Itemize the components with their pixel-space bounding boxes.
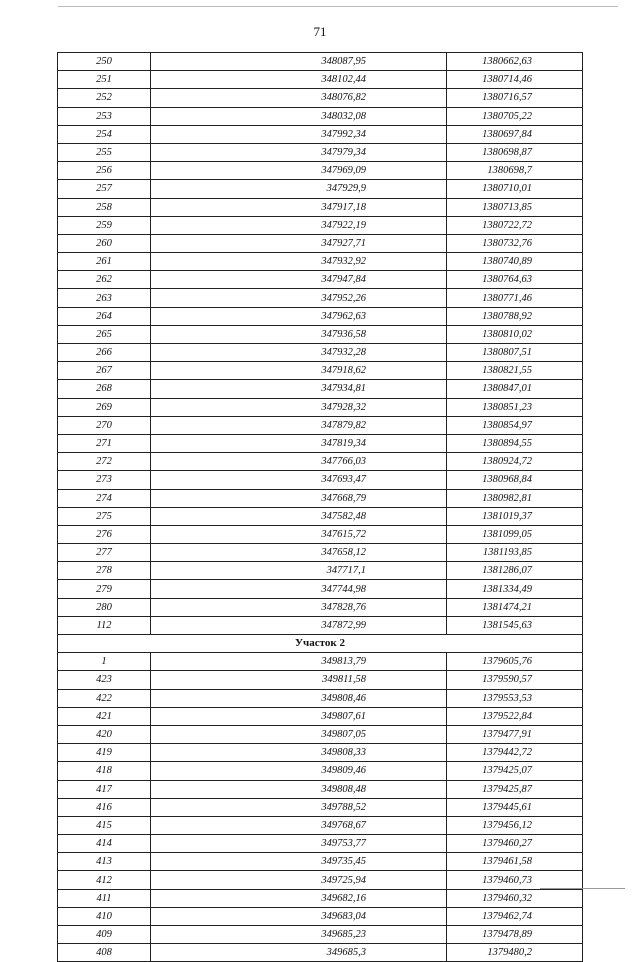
y-coordinate-cell: 1379442,72	[447, 744, 583, 762]
x-coordinate-cell: 347952,26	[151, 289, 447, 307]
x-coordinate-cell: 347929,9	[151, 180, 447, 198]
point-number-cell: 411	[58, 889, 151, 907]
x-coordinate-cell: 349808,33	[151, 744, 447, 762]
point-number-cell: 280	[58, 598, 151, 616]
y-coordinate-cell: 1380982,81	[447, 489, 583, 507]
y-coordinate-cell: 1379461,58	[447, 853, 583, 871]
table-row	[58, 653, 583, 671]
table-row	[58, 816, 583, 834]
point-number-cell: 412	[58, 871, 151, 889]
y-coordinate-cell: 1380924,72	[447, 453, 583, 471]
table-row	[58, 453, 583, 471]
point-number-cell: 263	[58, 289, 151, 307]
x-coordinate-cell: 348032,08	[151, 107, 447, 125]
x-coordinate-cell: 347693,47	[151, 471, 447, 489]
y-coordinate-cell: 1380716,57	[447, 89, 583, 107]
x-coordinate-cell: 348102,44	[151, 71, 447, 89]
point-number-cell: 260	[58, 234, 151, 252]
point-number-cell: 266	[58, 344, 151, 362]
table-row	[58, 562, 583, 580]
table-row	[58, 798, 583, 816]
x-coordinate-cell: 349811,58	[151, 671, 447, 689]
y-coordinate-cell: 1379590,57	[447, 671, 583, 689]
y-coordinate-cell: 1380705,22	[447, 107, 583, 125]
table-row	[58, 125, 583, 143]
y-coordinate-cell: 1381334,49	[447, 580, 583, 598]
x-coordinate-cell: 348076,82	[151, 89, 447, 107]
point-number-cell: 255	[58, 143, 151, 161]
table-body-after	[58, 653, 583, 962]
x-coordinate-cell: 349808,48	[151, 780, 447, 798]
x-coordinate-cell: 349808,46	[151, 689, 447, 707]
table-row	[58, 853, 583, 871]
y-coordinate-cell: 1380698,7	[447, 162, 583, 180]
x-coordinate-cell: 347932,92	[151, 253, 447, 271]
point-number-cell: 270	[58, 416, 151, 434]
x-coordinate-cell: 348087,95	[151, 53, 447, 71]
table-row	[58, 344, 583, 362]
x-coordinate-cell: 347922,19	[151, 216, 447, 234]
y-coordinate-cell: 1379462,74	[447, 907, 583, 925]
table-row	[58, 762, 583, 780]
point-number-cell: 276	[58, 525, 151, 543]
point-number-cell: 413	[58, 853, 151, 871]
point-number-cell: 250	[58, 53, 151, 71]
y-coordinate-cell: 1379553,53	[447, 689, 583, 707]
y-coordinate-cell: 1380713,85	[447, 198, 583, 216]
x-coordinate-cell: 347658,12	[151, 544, 447, 562]
x-coordinate-cell: 349788,52	[151, 798, 447, 816]
point-number-cell: 417	[58, 780, 151, 798]
y-coordinate-cell: 1380732,76	[447, 234, 583, 252]
x-coordinate-cell: 347717,1	[151, 562, 447, 580]
table-row	[58, 835, 583, 853]
table-row	[58, 489, 583, 507]
table-row	[58, 307, 583, 325]
table-row	[58, 89, 583, 107]
y-coordinate-cell: 1379460,27	[447, 835, 583, 853]
x-coordinate-cell: 349813,79	[151, 653, 447, 671]
x-coordinate-cell: 349685,23	[151, 926, 447, 944]
y-coordinate-cell: 1380821,55	[447, 362, 583, 380]
point-number-cell: 253	[58, 107, 151, 125]
y-coordinate-cell: 1380698,87	[447, 143, 583, 161]
x-coordinate-cell: 349735,45	[151, 853, 447, 871]
point-number-cell: 423	[58, 671, 151, 689]
x-coordinate-cell: 347872,99	[151, 616, 447, 634]
table-row	[58, 380, 583, 398]
y-coordinate-cell: 1380710,01	[447, 180, 583, 198]
point-number-cell: 408	[58, 944, 151, 962]
point-number-cell: 261	[58, 253, 151, 271]
y-coordinate-cell: 1381286,07	[447, 562, 583, 580]
x-coordinate-cell: 347932,28	[151, 344, 447, 362]
x-coordinate-cell: 347819,34	[151, 434, 447, 452]
y-coordinate-cell: 1380764,63	[447, 271, 583, 289]
table-row	[58, 707, 583, 725]
y-coordinate-cell: 1379460,32	[447, 889, 583, 907]
point-number-cell: 420	[58, 725, 151, 743]
table-row	[58, 71, 583, 89]
table-row	[58, 234, 583, 252]
point-number-cell: 416	[58, 798, 151, 816]
y-coordinate-cell: 1380854,97	[447, 416, 583, 434]
point-number-cell: 252	[58, 89, 151, 107]
point-number-cell: 414	[58, 835, 151, 853]
x-coordinate-cell: 347969,09	[151, 162, 447, 180]
table-section	[58, 635, 583, 653]
y-coordinate-cell: 1380697,84	[447, 125, 583, 143]
table-row	[58, 907, 583, 925]
x-coordinate-cell: 347879,82	[151, 416, 447, 434]
table-row	[58, 180, 583, 198]
table-row	[58, 598, 583, 616]
table-row	[58, 434, 583, 452]
y-coordinate-cell: 1381099,05	[447, 525, 583, 543]
y-coordinate-cell: 1381193,85	[447, 544, 583, 562]
point-number-cell: 262	[58, 271, 151, 289]
y-coordinate-cell: 1380740,89	[447, 253, 583, 271]
coordinates-table	[57, 52, 583, 962]
y-coordinate-cell: 1381019,37	[447, 507, 583, 525]
x-coordinate-cell: 349682,16	[151, 889, 447, 907]
y-coordinate-cell: 1379425,07	[447, 762, 583, 780]
x-coordinate-cell: 349685,3	[151, 944, 447, 962]
table-row	[58, 744, 583, 762]
table-row	[58, 544, 583, 562]
y-coordinate-cell: 1380810,02	[447, 325, 583, 343]
x-coordinate-cell: 347668,79	[151, 489, 447, 507]
x-coordinate-cell: 349807,61	[151, 707, 447, 725]
table-row	[58, 525, 583, 543]
table-row	[58, 580, 583, 598]
table-row	[58, 216, 583, 234]
point-number-cell: 271	[58, 434, 151, 452]
table-row	[58, 289, 583, 307]
y-coordinate-cell: 1380847,01	[447, 380, 583, 398]
point-number-cell: 277	[58, 544, 151, 562]
x-coordinate-cell: 347947,84	[151, 271, 447, 289]
table-row	[58, 53, 583, 71]
y-coordinate-cell: 1379425,87	[447, 780, 583, 798]
table-row	[58, 198, 583, 216]
table-row	[58, 944, 583, 962]
point-number-cell: 251	[58, 71, 151, 89]
table-row	[58, 926, 583, 944]
table-row	[58, 398, 583, 416]
table-row	[58, 325, 583, 343]
x-coordinate-cell: 349809,46	[151, 762, 447, 780]
x-coordinate-cell: 349753,77	[151, 835, 447, 853]
x-coordinate-cell: 349807,05	[151, 725, 447, 743]
y-coordinate-cell: 1380714,46	[447, 71, 583, 89]
y-coordinate-cell: 1380894,55	[447, 434, 583, 452]
x-coordinate-cell: 347934,81	[151, 380, 447, 398]
x-coordinate-cell: 347917,18	[151, 198, 447, 216]
point-number-cell: 268	[58, 380, 151, 398]
x-coordinate-cell: 347927,71	[151, 234, 447, 252]
table-row	[58, 671, 583, 689]
point-number-cell: 410	[58, 907, 151, 925]
x-coordinate-cell: 349725,94	[151, 871, 447, 889]
x-coordinate-cell: 347828,76	[151, 598, 447, 616]
x-coordinate-cell: 347582,48	[151, 507, 447, 525]
y-coordinate-cell: 1380662,63	[447, 53, 583, 71]
point-number-cell: 422	[58, 689, 151, 707]
table-row	[58, 253, 583, 271]
y-coordinate-cell: 1381545,63	[447, 616, 583, 634]
y-coordinate-cell: 1380851,23	[447, 398, 583, 416]
point-number-cell: 272	[58, 453, 151, 471]
table-row	[58, 616, 583, 634]
x-coordinate-cell: 347936,58	[151, 325, 447, 343]
table-row	[58, 725, 583, 743]
y-coordinate-cell: 1380771,46	[447, 289, 583, 307]
point-number-cell: 259	[58, 216, 151, 234]
y-coordinate-cell: 1379445,61	[447, 798, 583, 816]
table-row	[58, 271, 583, 289]
point-number-cell: 1	[58, 653, 151, 671]
page-number: 71	[313, 24, 327, 39]
y-coordinate-cell: 1379522,84	[447, 707, 583, 725]
x-coordinate-cell: 347979,34	[151, 143, 447, 161]
table-row	[58, 416, 583, 434]
point-number-cell: 267	[58, 362, 151, 380]
table-body-before	[58, 53, 583, 635]
point-number-cell: 273	[58, 471, 151, 489]
point-number-cell: 112	[58, 616, 151, 634]
x-coordinate-cell: 347918,62	[151, 362, 447, 380]
y-coordinate-cell: 1380807,51	[447, 344, 583, 362]
point-number-cell: 418	[58, 762, 151, 780]
x-coordinate-cell: 349683,04	[151, 907, 447, 925]
table-row	[58, 471, 583, 489]
table-row	[58, 162, 583, 180]
point-number-cell: 265	[58, 325, 151, 343]
x-coordinate-cell: 347615,72	[151, 525, 447, 543]
x-coordinate-cell: 347766,03	[151, 453, 447, 471]
point-number-cell: 256	[58, 162, 151, 180]
table-row	[58, 507, 583, 525]
point-number-cell: 257	[58, 180, 151, 198]
x-coordinate-cell: 347928,32	[151, 398, 447, 416]
table-row	[58, 780, 583, 798]
x-coordinate-cell: 347962,63	[151, 307, 447, 325]
point-number-cell: 258	[58, 198, 151, 216]
y-coordinate-cell: 1380722,72	[447, 216, 583, 234]
section-header-row	[58, 635, 583, 653]
point-number-cell: 419	[58, 744, 151, 762]
point-number-cell: 415	[58, 816, 151, 834]
y-coordinate-cell: 1379456,12	[447, 816, 583, 834]
point-number-cell: 254	[58, 125, 151, 143]
point-number-cell: 275	[58, 507, 151, 525]
point-number-cell: 409	[58, 926, 151, 944]
y-coordinate-cell: 1379460,73	[447, 871, 583, 889]
table-row	[58, 362, 583, 380]
bottom-rule	[540, 888, 625, 889]
table-row	[58, 689, 583, 707]
y-coordinate-cell: 1381474,21	[447, 598, 583, 616]
y-coordinate-cell: 1379605,76	[447, 653, 583, 671]
point-number-cell: 279	[58, 580, 151, 598]
y-coordinate-cell: 1380968,84	[447, 471, 583, 489]
x-coordinate-cell: 347992,34	[151, 125, 447, 143]
y-coordinate-cell: 1379478,89	[447, 926, 583, 944]
y-coordinate-cell: 1379477,91	[447, 725, 583, 743]
point-number-cell: 269	[58, 398, 151, 416]
point-number-cell: 421	[58, 707, 151, 725]
x-coordinate-cell: 347744,98	[151, 580, 447, 598]
table-row	[58, 107, 583, 125]
y-coordinate-cell: 1380788,92	[447, 307, 583, 325]
table-row	[58, 871, 583, 889]
y-coordinate-cell: 1379480,2	[447, 944, 583, 962]
point-number-cell: 274	[58, 489, 151, 507]
x-coordinate-cell: 349768,67	[151, 816, 447, 834]
point-number-cell: 264	[58, 307, 151, 325]
section-title: Участок 2	[58, 635, 583, 653]
point-number-cell: 278	[58, 562, 151, 580]
table-row	[58, 143, 583, 161]
top-rule	[58, 6, 618, 7]
